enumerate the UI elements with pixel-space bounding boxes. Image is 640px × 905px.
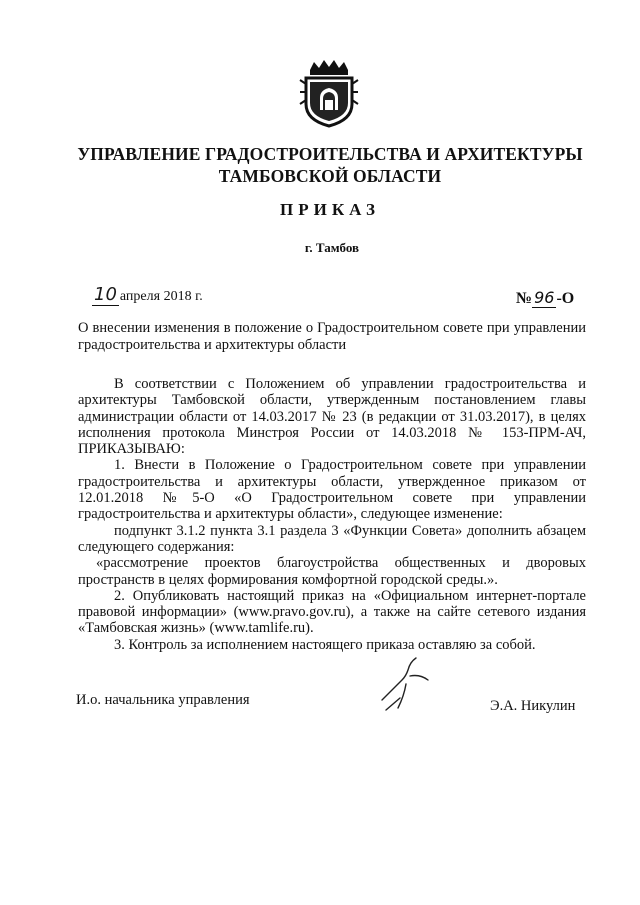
order-body	[78, 376, 586, 653]
body-paragraph-quote: «рассмотрение проектов благоустройства общественных и дворовых пространств в целях формирования комфортной городской среды.».	[78, 555, 586, 588]
order-subject: О внесении изменения в положение о Градостроительном совете при управлении градостроительства и архитектуры области	[78, 320, 586, 353]
handwritten-signature-icon	[376, 640, 436, 720]
handwritten-number: 96	[534, 288, 555, 307]
number-prefix: №	[516, 290, 533, 307]
signature-role: И.о. начальника управления	[76, 692, 250, 708]
body-paragraph-item3: 3. Контроль за исполнением настоящего приказа оставляю за собой.	[114, 636, 536, 653]
handwritten-day: 10	[94, 284, 117, 305]
organization-title	[60, 143, 600, 187]
body-paragraph-subpoint: подпункт 3.1.2 пункта 3.1 раздела 3 «Функции Совета» дополнить абзацем следующего содержания:	[78, 522, 586, 555]
signature-name: Э.А. Никулин	[490, 698, 576, 714]
body-paragraph-preamble: В соответствии с Положением об управлении градостроительства и архитектуры Тамбовской области, утвержденным постановлением главы администрации области от 14.03.2017 № 23 (в редакции от 31.03.2017), в целях исполнения протокола Минстроя России от 14.03.2018 № 153-ПРМ-АЧ, ПРИКАЗЫВАЮ:	[78, 376, 586, 458]
number-suffix: -О	[556, 290, 575, 307]
body-paragraph-item1: 1. Внести в Положение о Градостроительном совете при управлении градостроительства и архитектуры области, утвержденное приказом от 12.01.2018 №5-О «О Градостроительном совете при управлении градостроительства и архитектуры области», следующее изменение:	[78, 457, 586, 523]
body-paragraph-item2: 2. Опубликовать настоящий приказ на «Официальном интернет-портале правовой информации» (www.pravo.gov.ru), а также на сайте сетевого издания «Тамбовская жизнь» (www.tamlife.ru).	[78, 587, 586, 637]
tambov-coat-of-arms-icon	[298, 58, 360, 128]
date-rest: апреля 2018 г.	[119, 289, 203, 304]
city-line: г. Тамбов	[304, 240, 360, 255]
order-title: ПРИКАЗ	[280, 200, 380, 219]
order-number	[516, 288, 574, 308]
org-title-line1: УПРАВЛЕНИЕ ГРАДОСТРОИТЕЛЬСТВА И АРХИТЕКТУРЫ	[77, 144, 583, 164]
order-date	[92, 284, 203, 305]
org-title-line2: ТАМБОВСКОЙ ОБЛАСТИ	[218, 166, 442, 186]
